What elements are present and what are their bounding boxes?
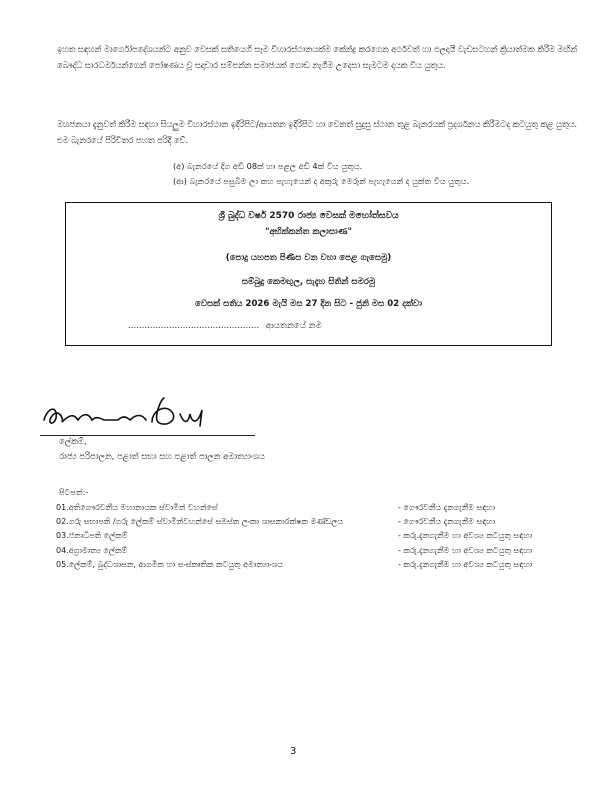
- copy-purpose: - කරු.දැනගැනීම හා අවශ්‍ය කටයුතු සඳහා: [398, 559, 533, 569]
- page-number: 3: [290, 746, 297, 757]
- copy-purpose: - කරු.දැනගැනීම හා අවශ්‍ය කටයුතු සඳහා: [398, 531, 533, 541]
- institution-label: ආයතනයේ නම: [265, 321, 322, 331]
- notice-dates: වෙසක් සතිය 2026 මැයි මස 27 දින සිට - ජුනි මස 02 දක්වා: [194, 299, 423, 309]
- list-item: [56, 546, 576, 560]
- notice-subtitle: සම්බුදු කෙමඟුල, සැදැහ සිතින් සමරමු: [241, 277, 376, 287]
- copies-header: පිටපත්:-: [59, 487, 89, 497]
- banner-spec-item: (ආ) බැනරයේ පසුබිම ලා කහ පැහැයෙන් ද අකුරු මෙරූන් පැහැයෙන් ද යුක්ත විය යුතුය.: [173, 175, 470, 186]
- list-item: [56, 560, 576, 574]
- list-item: [56, 517, 576, 531]
- copy-recipient: ලේකම්, බුද්ධශාසන, ආගමික හා සංස්කෘතික කටයුතු අමාත්‍යාංශය: [68, 559, 284, 569]
- list-item: [56, 503, 576, 517]
- copy-number: 04.: [56, 545, 69, 555]
- copies-list: [56, 503, 576, 574]
- notice-slogan: (පොදු යහපත පිණිස වන වහා පෙළ ගැසෙමු): [225, 253, 392, 263]
- institution-placeholder-dots: ................................................: [128, 321, 260, 331]
- banner-spec-list: [173, 159, 573, 188]
- copy-purpose: - ගෞරවනීය දැනගැනීම සඳහා: [398, 517, 496, 527]
- notice-title: ශ්‍රී බුද්ධ වර්ෂ 2570 රාජ්‍ය වෙසක් මහෝත්සවය: [218, 211, 399, 221]
- signature: [40, 392, 240, 440]
- paragraph-2: මහජනයා දැනුවත් කිරීම සඳහා සියලුම විහාරස්ථාන ඉදිරිපිට/ආයතන ඉදිරිපිට හා වෙනත් සුදුසු ස්ථාන තුළ බැනරයක් ප්‍රදර්ශනය කිරීමටද කටයුතු කළ යුතුය. එම බැනරයේ පිරිවිතර පහත පරිදි වේ.: [57, 119, 577, 145]
- copy-recipient: අතිගෞරවනීය මහානායක ස්වාමීන් වහන්සේ: [68, 503, 218, 512]
- copy-number: 01.: [56, 503, 69, 512]
- notice-theme: "අභික්කන්ත කලාසාණ": [265, 227, 352, 237]
- paragraph-1: ඉහත සඳහන් මාර්ගෝපදේශයන්ට අනුව වෙසක් සතියෙහි සෑම විහාරස්ථානයක්ම කේන්ද්‍ර කරගෙන අර්ථවත් හා ඵලදායී වැඩසටහන් ක්‍රියාත්මක කිරීම මඟින් බෞද්ධ සාරධර්මයන්ගෙන් පෝෂණය වූ සදාචාර සම්පන්න සමාජයක් ගොඩ නැගීම උදෙසා සැමටම දායක විය යුතුය.: [57, 44, 577, 70]
- copy-number: 03.: [56, 531, 69, 541]
- copy-purpose: - ගෞරවනීය දැනගැනීම සඳහා: [398, 503, 496, 512]
- copy-recipient: අග්‍රාමාත්‍ය ලේකම්: [68, 545, 128, 555]
- banner-spec-item: (අ) බැනරයේ දිග අඩි 08ක් හා පළල අඩි 4ක් විය යුතුය.: [173, 161, 363, 171]
- copy-number: 05.: [56, 559, 69, 569]
- signatory-ministry: රාජ්‍ය පරිපාලන, පළාත් සභා සහ පළාත් පාලන අමාත්‍යාංශය: [59, 451, 265, 461]
- handwritten-signature: [40, 392, 240, 436]
- copy-purpose: - කරු.දැනගැනීම හා අවශ්‍ය කටයුතු සඳහා: [398, 545, 533, 555]
- notice-institution-row: [128, 321, 322, 331]
- copy-recipient: ගරු සභාපති /ගරු ලේකම් ස්වාමීන්වහන්සේ සමස්ත ලංකා ශාසනාරක්ෂක මණ්ඩලය: [68, 517, 344, 527]
- banner-notice-box: [65, 202, 552, 346]
- copy-number: 02.: [56, 517, 69, 527]
- copy-recipient: ජනාධිපති ලේකම්: [68, 531, 128, 541]
- signatory-title: ලේකම්,: [59, 436, 87, 446]
- list-item: [56, 531, 576, 545]
